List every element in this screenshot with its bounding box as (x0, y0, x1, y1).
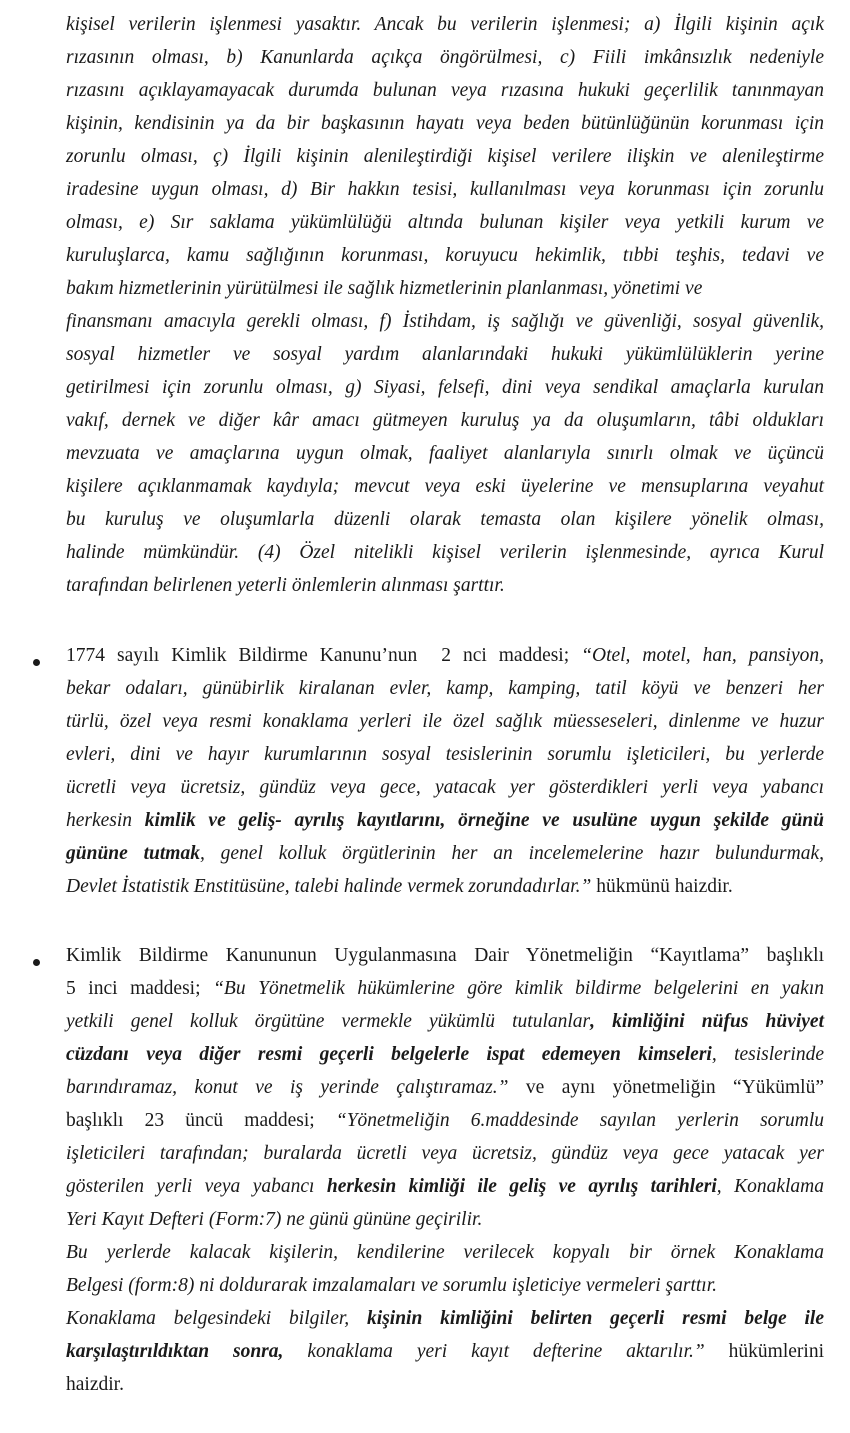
text-line (66, 1170, 824, 1203)
emphasized-text: cüzdanı veya diğer resmi geçerli belgelerle ispat edemeyen kimseleri (66, 1044, 712, 1065)
text-run: işleticileri tarafından; buralarda ücretli veya ücretsiz, gündüz veya gece yatacak yer (66, 1143, 824, 1164)
text-line (66, 1302, 824, 1335)
text-line (66, 870, 824, 903)
text-run: haizdir. (66, 1374, 124, 1395)
text-line (66, 569, 824, 602)
text-line (66, 1005, 824, 1038)
text-line (66, 437, 824, 470)
text-run: hükümlerini (704, 1341, 824, 1362)
text-line (66, 239, 824, 272)
text-run: 1774 sayılı Kimlik Bildirme Kanunu’nun 2 nci maddesi; (66, 645, 582, 666)
text-run: türlü, özel veya resmi konaklama yerleri ile özel sağlık müesseseleri, dinlenme ve huzur (66, 711, 824, 732)
text-line (66, 939, 824, 972)
text-line (66, 8, 824, 41)
text-run: 5 inci maddesi; (66, 978, 214, 999)
emphasized-text: kimlik ve geliş- ayrılış kayıtlarını, örneğine ve usulüne uygun şekilde günü (144, 810, 824, 831)
text-run: iradesine uygun olması, d) Bir hakkın tesisi, kullanılması veya korunması için zorunlu (66, 179, 824, 200)
text-line (66, 771, 824, 804)
text-line (66, 1269, 824, 1302)
text-line (66, 1368, 824, 1401)
emphasized-text: karşılaştırıldıktan sonra, (66, 1341, 284, 1362)
text-line (66, 705, 824, 738)
emphasized-text: gününe tutmak (66, 843, 200, 864)
text-line (66, 338, 824, 371)
text-run: Yeri Kayıt Defteri (Form:7) ne günü gününe geçirilir. (66, 1209, 483, 1230)
bullet-item-identity-notification-law (66, 639, 824, 903)
text-run: Kimlik Bildirme Kanununun Uygulanmasına Dair Yönetmeliğin “Kayıtlama” başlıklı (66, 945, 824, 966)
text-run: , genel kolluk örgütlerinin her an incelemelerine hazır bulundurmak, (199, 843, 824, 864)
text-line (66, 639, 824, 672)
text-run: zorunlu olması, ç) İlgili kişinin alenileştirdiği kişisel verilere ilişkin ve alenileştirme (66, 146, 824, 167)
text-run: herkesin (66, 810, 145, 831)
text-run: , Konaklama (716, 1176, 824, 1197)
text-run: konaklama yeri kayıt defterine aktarılır.” (283, 1341, 705, 1362)
text-line (66, 470, 824, 503)
text-run: finansmanı amacıyla gerekli olması, f) İstihdam, iş sağlığı ve güvenliği, sosyal güvenlik, (66, 311, 824, 332)
text-line (66, 305, 824, 338)
text-run: “Yönetmeliğin 6.maddesinde sayılan yerlerin sorumlu (335, 1110, 824, 1131)
text-run: başlıklı 23 üncü maddesi; (66, 1110, 336, 1131)
text-run: bu kuruluş ve oluşumlarla düzenli olarak temasta olan kişilere yönelik olması, (66, 509, 824, 530)
text-run: getirilmesi için zorunlu olması, g) Siyasi, felsefi, dini veya sendikal amaçlarla kurulan (66, 377, 824, 398)
text-run: evleri, dini ve hayır kurumlarının sosyal tesislerinin sorumlu işleticileri, bu yerlerde (66, 744, 824, 765)
text-line (66, 738, 824, 771)
text-line (66, 837, 824, 870)
bullet-dot-icon (30, 656, 42, 668)
text-run: kişinin, kendisinin ya da bir başkasının hayatı veya beden bütünlüğünün korunması için (66, 113, 824, 134)
text-line (66, 1071, 824, 1104)
text-line (66, 404, 824, 437)
text-line (66, 503, 824, 536)
text-line (66, 1104, 824, 1137)
emphasized-text: herkesin kimliği ile geliş ve ayrılış tarihleri (326, 1176, 717, 1197)
emphasized-text: kişinin kimliğini belirten geçerli resmi belge ile (367, 1308, 824, 1329)
text-run: halinde mümkündür. (4) Özel nitelikli kişisel verilerin işlenmesinde, ayrıca Kurul (66, 542, 824, 563)
text-run: kuruluşlarca, kamu sağlığının korunması, koruyucu hekimlik, tıbbi teşhis, tedavi ve (66, 245, 824, 266)
text-run: “Otel, motel, han, pansiyon, (581, 645, 824, 666)
text-run: yetkili genel kolluk örgütüne vermekle yükümlü tutulanlar (66, 1011, 591, 1032)
text-run: olması, e) Sır saklama yükümlülüğü altında bulunan kişiler veya yetkili kurum ve (66, 212, 824, 233)
text-line (66, 1038, 824, 1071)
text-line (66, 107, 824, 140)
text-line (66, 672, 824, 705)
text-line (66, 140, 824, 173)
text-line (66, 272, 824, 305)
text-run: barındıramaz, konut ve iş yerinde çalıştıramaz.” (66, 1077, 509, 1098)
text-line (66, 74, 824, 107)
text-line (66, 804, 824, 837)
emphasized-text: , kimliğini nüfus hüviyet (590, 1011, 824, 1032)
text-run: Devlet İstatistik Enstitüsüne, talebi halinde vermek zorundadırlar.” (66, 876, 592, 897)
text-line (66, 206, 824, 239)
text-run: vakıf, dernek ve diğer kâr amacı gütmeyen kuruluş ya da oluşumların, tâbi oldukları (66, 410, 824, 431)
text-run: tarafından belirlenen yeterli önlemlerin alınması şarttır. (66, 575, 505, 596)
text-run: “Bu Yönetmelik hükümlerine göre kimlik bildirme belgelerini en yakın (213, 978, 825, 999)
paragraph-special-personal-data (66, 8, 824, 602)
text-line (66, 173, 824, 206)
text-run: ve aynı yönetmeliğin “Yükümlü” (508, 1077, 824, 1098)
text-run: gösterilen yerli veya yabancı (66, 1176, 327, 1197)
text-line (66, 41, 824, 74)
text-line (66, 972, 824, 1005)
text-run: , tesislerinde (711, 1044, 824, 1065)
text-run: Belgesi (form:8) ni doldurarak imzalamaları ve sorumlu işleticiye vermeleri şarttır. (66, 1275, 718, 1296)
text-line (66, 1203, 824, 1236)
text-run: sosyal hizmetler ve sosyal yardım alanlarındaki hukuki yükümlülüklerin yerine (66, 344, 824, 365)
text-run: rızasının olması, b) Kanunlarda açıkça öngörülmesi, c) Fiili imkânsızlık nedeniyle (66, 47, 824, 68)
text-run: bakım hizmetlerinin yürütülmesi ile sağlık hizmetlerinin planlanması, yönetimi ve (66, 278, 703, 299)
text-run: Konaklama belgesindeki bilgiler, (66, 1308, 368, 1329)
bullet-dot-icon (30, 956, 42, 968)
text-run: rızasını açıklayamayacak durumda bulunan veya rızasına hukuki geçerlilik tanınmayan (66, 80, 824, 101)
text-line (66, 1236, 824, 1269)
text-line (66, 1335, 824, 1368)
text-run: kişilere açıklanmamak kaydıyla; mevcut veya eski üyelerine ve mensuplarına veyahut (66, 476, 824, 497)
text-run: bekar odaları, günübirlik kiralanan evler, kamp, kamping, tatil köyü ve benzeri her (66, 678, 824, 699)
text-run: Bu yerlerde kalacak kişilerin, kendilerine verilecek kopyalı bir örnek Konaklama (66, 1242, 824, 1263)
text-line (66, 536, 824, 569)
text-run: kişisel verilerin işlenmesi yasaktır. Ancak bu verilerin işlenmesi; a) İlgili kişinin açık (66, 14, 824, 35)
text-run: hükmünü haizdir. (591, 876, 733, 897)
text-run: ücretli veya ücretsiz, gündüz veya gece, yatacak yer gösterdikleri yerli veya yabancı (66, 777, 824, 798)
text-line (66, 371, 824, 404)
text-run: mevzuata ve amaçlarına uygun olmak, faaliyet alanlarıyla sınırlı olmak ve üçüncü (66, 443, 824, 464)
text-line (66, 1137, 824, 1170)
bullet-item-regulation-articles (66, 939, 824, 1401)
